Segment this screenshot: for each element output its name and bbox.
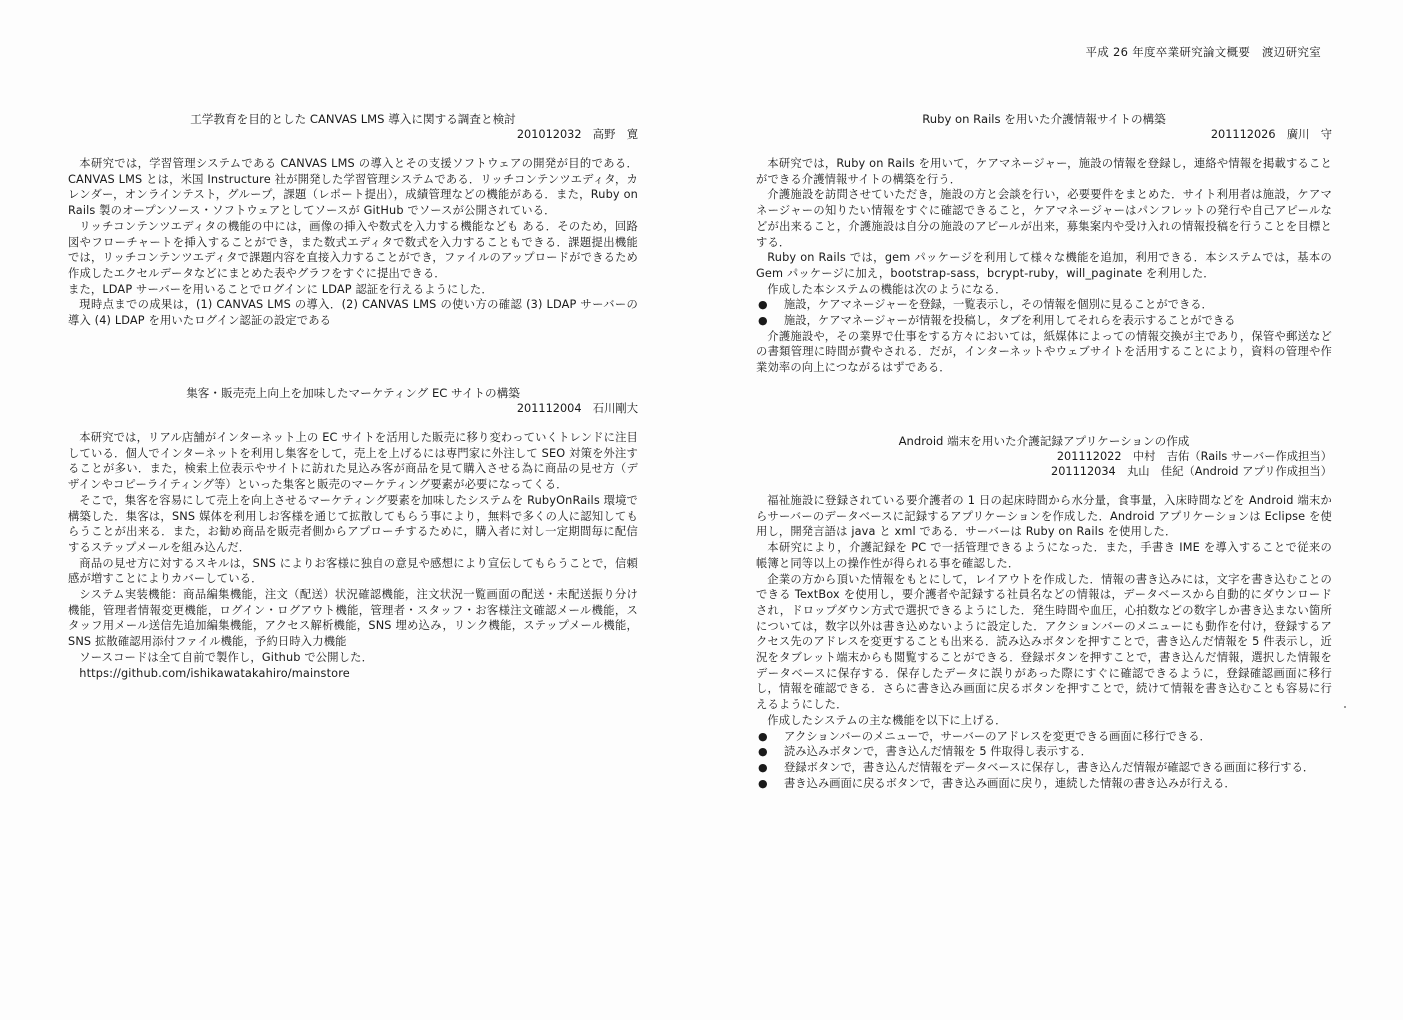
source-url: https://github.com/ishikawatakahiro/mainstore: [79, 666, 350, 680]
author-list: [756, 449, 1332, 479]
paragraph: 本研究により，介護記録を PC で一括管理できるようになった．また，手書き IME を導入することで従来の帳簿と同等以上の操作性が得られる事を確認した．: [756, 541, 1332, 570]
paragraph: 介護施設を訪問させていただき，施設の方と会談を行い，必要要件をまとめた．サイト利用者は施設，ケアマネージャーの知りたい情報をすぐに確認できること，ケアマネージャーはパンフレットの発行や自己アピールなどが出来ること，介護施設は自分の施設のアピールが出来，募集案内や受け入れの情報投稿を行うことを目標とする．: [756, 188, 1332, 249]
article-author: 201012032 高野 寛: [516, 128, 638, 141]
paragraph: ソースコードは全て自前で製作し，Github で公開した．: [79, 650, 374, 664]
article-author: 201112034 丸山 佳紀（Android アプリ作成担当）: [1051, 465, 1332, 478]
article-title: 集客・販売売上向上を加味したマーケティング EC サイトの構築: [186, 386, 520, 400]
article-title: Android 端末を用いた介護記録アプリケーションの作成: [898, 434, 1190, 448]
article-author: 201112022 中村 吉佑（Rails サーバー作成担当）: [1056, 450, 1332, 463]
paragraph: 企業の方から頂いた情報をもとにして，レイアウトを作成した．情報の書き込みには，文字を書き込むことのできる TextBox を使用し，要介護者や記録する社員名などの情報は，データベースから自動的にダウンロードされ，ドロップダウン方式で選択できるようにした．発生時間や血圧，心拍数などの数字しか書き込まない箇所については，数字以外は書き込めないように設定した．アクションバーのメニューにも動作を付け，登録するアクセス先のアドレスを変更することも出来る．読み込みボタンを押すことで，書き込んだ情報を 5 件表示し，近況をタブレット端末からも閲覧することができる．登録ボタンを押すことで，書き込んだ情報，選択した情報をデータベースに保存する．保存したデータに誤りがあった際にすぐに確認できるように，登録確認画面に移行し，情報を確認できる．さらに書き込み画面に戻るボタンを押すことで，続けて情報を書き込むことも容易に行えるようにした．: [756, 572, 1332, 712]
paragraph: システム実装機能：商品編集機能，注文（配送）状況確認機能，注文状況一覧画面の配送・未配送振り分け機能，管理者情報変更機能，ログイン・ログアウト機能，管理者・スタッフ・お客様注文確認メール機能，スタッフ用メール送信先追加編集機能，アクセス解析機能，SNS 埋め込み，リンク機能，ステップメール機能，SNS 拡散確認用添付ファイル機能，予約日時入力機能: [68, 588, 638, 649]
paragraph: 現時点までの成果は，(1) CANVAS LMS の導入．(2) CANVAS LMS の使い方の確認 (3) LDAP サーバーの導入 (4) LDAP を用いたログイン認証の設定である: [68, 298, 638, 328]
paragraph: また，LDAP サーバーを用いることでログインに LDAP 認証を行えるようにした．: [68, 282, 493, 296]
paragraph: 本研究では，学習管理システムである CANVAS LMS の導入とその支援ソフトウェアの開発が目的である．CANVAS LMS とは，米国 Instructure 社が開発した学習管理システムである．リッチコンテンツエディタ，カレンダー，オンラインテスト，グループ，課題（レポート提出），成績管理などの機能がある．また，Ruby on Rails 製のオープンソース・ソフトウェアとしてソースが GitHub でソースが公開されている．: [68, 157, 638, 218]
paragraph: 作成したシステムの主な機能を以下に上げる．: [767, 713, 1007, 727]
list-item-text: 書き込み画面に戻るボタンで，書き込み画面に戻り，連続した情報の書き込みが行える．: [784, 776, 1236, 790]
paragraph: 福祉施設に登録されている要介護者の 1 日の起床時間から水分量，食事量，入床時間などを Android 端末からサーバーのデータベースに記録するアプリケーションを作成した．Android アプリケーションは Eclipse を使用し，開発言語は java と xml である．サーバーは Ruby on Rails を使用した．: [756, 494, 1332, 539]
article-canvas-lms: [68, 112, 638, 329]
paragraph: 本研究では，Ruby on Rails を用いて，ケアマネージャー，施設の情報を登録し，連絡や情報を掲載することができる介護情報サイトの構築を行う．: [756, 157, 1332, 186]
list-item-text: 施設，ケアマネージャーが情報を投稿し，タブを利用してそれらを表示することができる: [784, 314, 1236, 328]
page-header: 平成 26 年度卒業研究論文概要 渡辺研究室: [1085, 45, 1321, 59]
article-body: [68, 156, 638, 329]
article-author: 201112004 石川剛大: [516, 402, 638, 415]
article-care-info-site: [756, 112, 1332, 376]
list-item: [756, 760, 1332, 776]
list-item: [756, 744, 1332, 760]
paragraph: 作成した本システムの機能は次のようになる．: [767, 282, 1007, 296]
feature-list: [756, 297, 1332, 328]
bullet-icon: ●: [758, 729, 768, 743]
paragraph: リッチコンテンツエディタの機能の中には，画像の挿入や数式を入力する機能なども ある．そのため，回路図やフローチャートを挿入することができ，また数式エディタで数式を入力することもできる．課題提出機能では，リッチコンテンツエディタで課題内容を直接入力することができ，ファイルのアップロードができるため作成したエクセルデータなどにまとめた表やグラフをすぐに提出できる．: [68, 219, 638, 280]
list-item-text: 読み込みボタンで，書き込んだ情報を 5 件取得し表示する．: [784, 745, 1092, 759]
article-body: [756, 156, 1332, 376]
article-author: 201112026 廣川 守: [1210, 128, 1332, 141]
list-item: [756, 313, 1332, 329]
list-item: [756, 729, 1332, 745]
list-item: [756, 297, 1332, 313]
article-title: Ruby on Rails を用いた介護情報サイトの構築: [922, 112, 1166, 126]
bullet-icon: ●: [758, 298, 768, 312]
scan-speck: [1344, 706, 1346, 708]
bullet-icon: ●: [758, 745, 768, 759]
feature-list: [756, 729, 1332, 792]
paragraph: Ruby on Rails では，gem パッケージを利用して様々な機能を追加，利用できる．本システムでは，基本の Gem パッケージに加え，bootstrap-sass，bcrypt-ruby，will_paginate を利用した．: [756, 251, 1332, 280]
list-item-text: 登録ボタンで，書き込んだ情報をデータベースに保存し，書き込んだ情報が確認できる画面に移行する．: [784, 760, 1315, 774]
paragraph: 商品の見せ方に対するスキルは，SNS によりお客様に独自の意見や感想により宣伝してもらうことで，信頼感が増すことによりカバーしている．: [68, 556, 638, 586]
list-item-text: アクションバーのメニューで，サーバーのアドレスを変更できる画面に移行できる．: [784, 729, 1211, 743]
article-ec-site: [68, 386, 638, 681]
list-item-text: 施設，ケアマネージャーを登録，一覧表示し，その情報を個別に見ることができる．: [784, 298, 1213, 312]
paragraph: 介護施設や，その業界で仕事をする方々においては，紙媒体によっての情報交換が主であり，保管や郵送などの書類管理に時間が費やされる．だが，インターネットやウェブサイトを活用することにより，資料の管理や作業効率の向上につながるはずである．: [756, 329, 1332, 375]
paragraph: そこで，集客を容易にして売上を向上させるマーケティング要素を加味したシステムを RubyOnRails 環境で構築した．集客は，SNS 媒体を利用しお客様を通じて拡散してもらう事により，無料で多くの人に認知してもらうことが出来る．また，お勧め商品を販売者側からアプローチするために，購入者に対し一定期間毎に配信するステップメールを組み込んだ．: [68, 493, 638, 554]
bullet-icon: ●: [758, 760, 768, 774]
article-android-care-app: [756, 434, 1332, 791]
bullet-icon: ●: [758, 776, 768, 790]
article-body: [756, 493, 1332, 791]
list-item: [756, 776, 1332, 792]
article-title: 工学教育を目的とした CANVAS LMS 導入に関する調査と検討: [190, 112, 516, 126]
bullet-icon: ●: [758, 314, 768, 328]
paragraph: 本研究では，リアル店舗がインターネット上の EC サイトを活用した販売に移り変わっていくトレンドに注目している．個人でインターネットを利用し集客をして，売上を上げるには専門家に外注して SEO 対策を外注することが多い．また，検索上位表示やサイトに訪れた見込み客が商品を見て購入させる為に商品の見せ方（デザインやコピーライティング等）といった集客と販売のマーケティング要素が必要になってくる．: [68, 431, 638, 492]
article-body: [68, 430, 638, 681]
